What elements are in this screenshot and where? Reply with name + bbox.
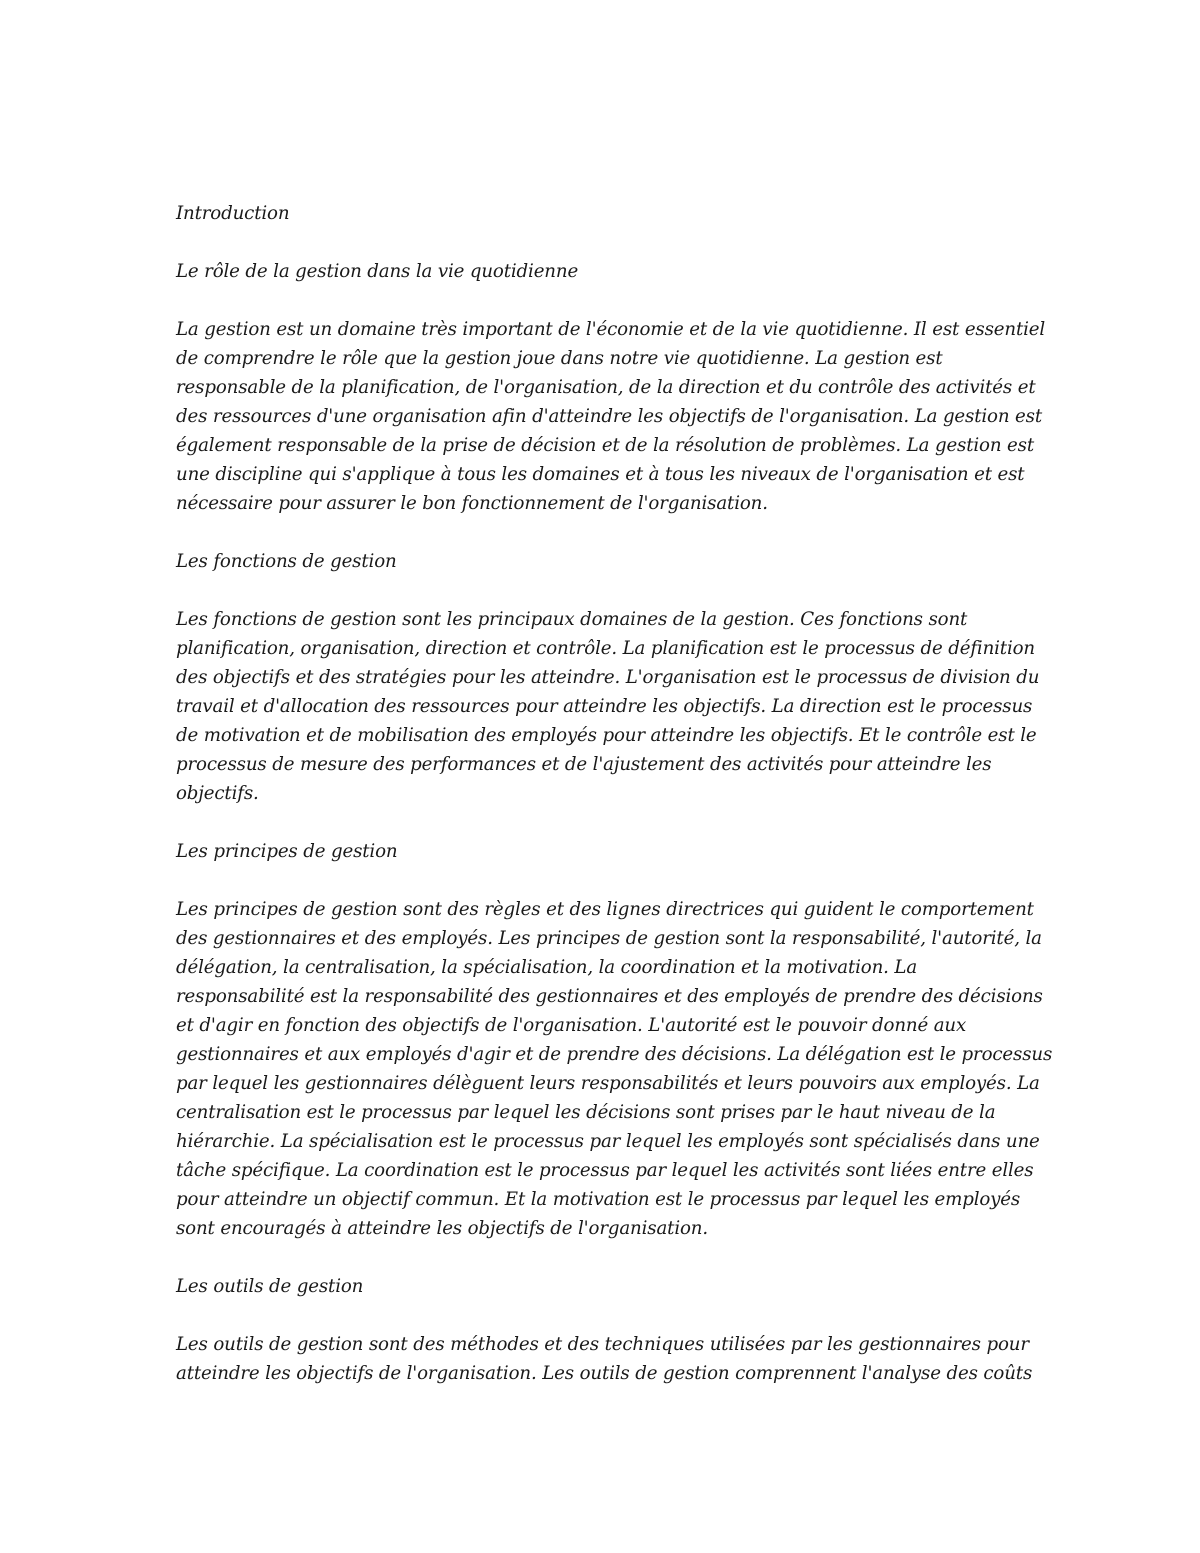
paragraph-line: processus de mesure des performances et de l'ajustement des activités pour atteindre les (176, 754, 992, 775)
paragraph-line: sont encouragés à atteindre les objectifs de l'organisation. (176, 1218, 708, 1239)
paragraph-line: La gestion est un domaine très important de l'économie et de la vie quotidienne. Il est essentiel (176, 319, 1046, 340)
section-paragraph-role (176, 315, 1046, 518)
section-heading-fonctions: Les fonctions de gestion (176, 551, 397, 572)
paragraph-line: par lequel les gestionnaires délèguent leurs responsabilités et leurs pouvoirs aux employés. La (176, 1073, 1040, 1094)
paragraph-line: de motivation et de mobilisation des employés pour atteindre les objectifs. Et le contrôle est le (176, 725, 1037, 746)
section-paragraph-outils (176, 1330, 1033, 1388)
section-heading-principes: Les principes de gestion (176, 841, 398, 862)
paragraph-line: également responsable de la prise de décision et de la résolution de problèmes. La gestion est (176, 435, 1035, 456)
paragraph-line: gestionnaires et aux employés d'agir et de prendre des décisions. La délégation est le processus (176, 1044, 1053, 1065)
paragraph-line: responsable de la planification, de l'organisation, de la direction et du contrôle des activités et (176, 377, 1036, 398)
paragraph-line: centralisation est le processus par lequel les décisions sont prises par le haut niveau de la (176, 1102, 996, 1123)
paragraph-line: des ressources d'une organisation afin d'atteindre les objectifs de l'organisation. La gestion est (176, 406, 1043, 427)
paragraph-line: travail et d'allocation des ressources pour atteindre les objectifs. La direction est le processus (176, 696, 1033, 717)
paragraph-line: et d'agir en fonction des objectifs de l'organisation. L'autorité est le pouvoir donné aux (176, 1015, 967, 1036)
paragraph-line: Les outils de gestion sont des méthodes et des techniques utilisées par les gestionnaires pour (176, 1334, 1029, 1355)
paragraph-line: Les fonctions de gestion sont les principaux domaines de la gestion. Ces fonctions sont (176, 609, 968, 630)
paragraph-line: délégation, la centralisation, la spécialisation, la coordination et la motivation. La (176, 957, 918, 978)
document-title: Introduction (176, 203, 290, 224)
paragraph-line: des gestionnaires et des employés. Les principes de gestion sont la responsabilité, l'autorité, la (176, 928, 1042, 949)
paragraph-line: tâche spécifique. La coordination est le processus par lequel les activités sont liées entre elles (176, 1160, 1034, 1181)
section-paragraph-fonctions (176, 605, 1040, 808)
paragraph-line: hiérarchie. La spécialisation est le processus par lequel les employés sont spécialisés dans une (176, 1131, 1040, 1152)
document-body (176, 199, 1053, 1417)
paragraph-line: Les principes de gestion sont des règles et des lignes directrices qui guident le comportement (176, 899, 1034, 920)
paragraph-line: nécessaire pour assurer le bon fonctionnement de l'organisation. (176, 493, 768, 514)
paragraph-line: atteindre les objectifs de l'organisation. Les outils de gestion comprennent l'analyse des coûts (176, 1363, 1033, 1384)
section-heading-role: Le rôle de la gestion dans la vie quotidienne (176, 261, 579, 282)
section-heading-outils: Les outils de gestion (176, 1276, 364, 1297)
paragraph-line: objectifs. (176, 783, 259, 804)
section-paragraph-principes (176, 895, 1053, 1243)
paragraph-line: des objectifs et des stratégies pour les atteindre. L'organisation est le processus de division du (176, 667, 1040, 688)
paragraph-line: responsabilité est la responsabilité des gestionnaires et des employés de prendre des décisions (176, 986, 1043, 1007)
paragraph-line: de comprendre le rôle que la gestion joue dans notre vie quotidienne. La gestion est (176, 348, 943, 369)
paragraph-line: planification, organisation, direction et contrôle. La planification est le processus de définition (176, 638, 1035, 659)
paragraph-line: une discipline qui s'applique à tous les domaines et à tous les niveaux de l'organisation et est (176, 464, 1025, 485)
paragraph-line: pour atteindre un objectif commun. Et la motivation est le processus par lequel les employés (176, 1189, 1021, 1210)
